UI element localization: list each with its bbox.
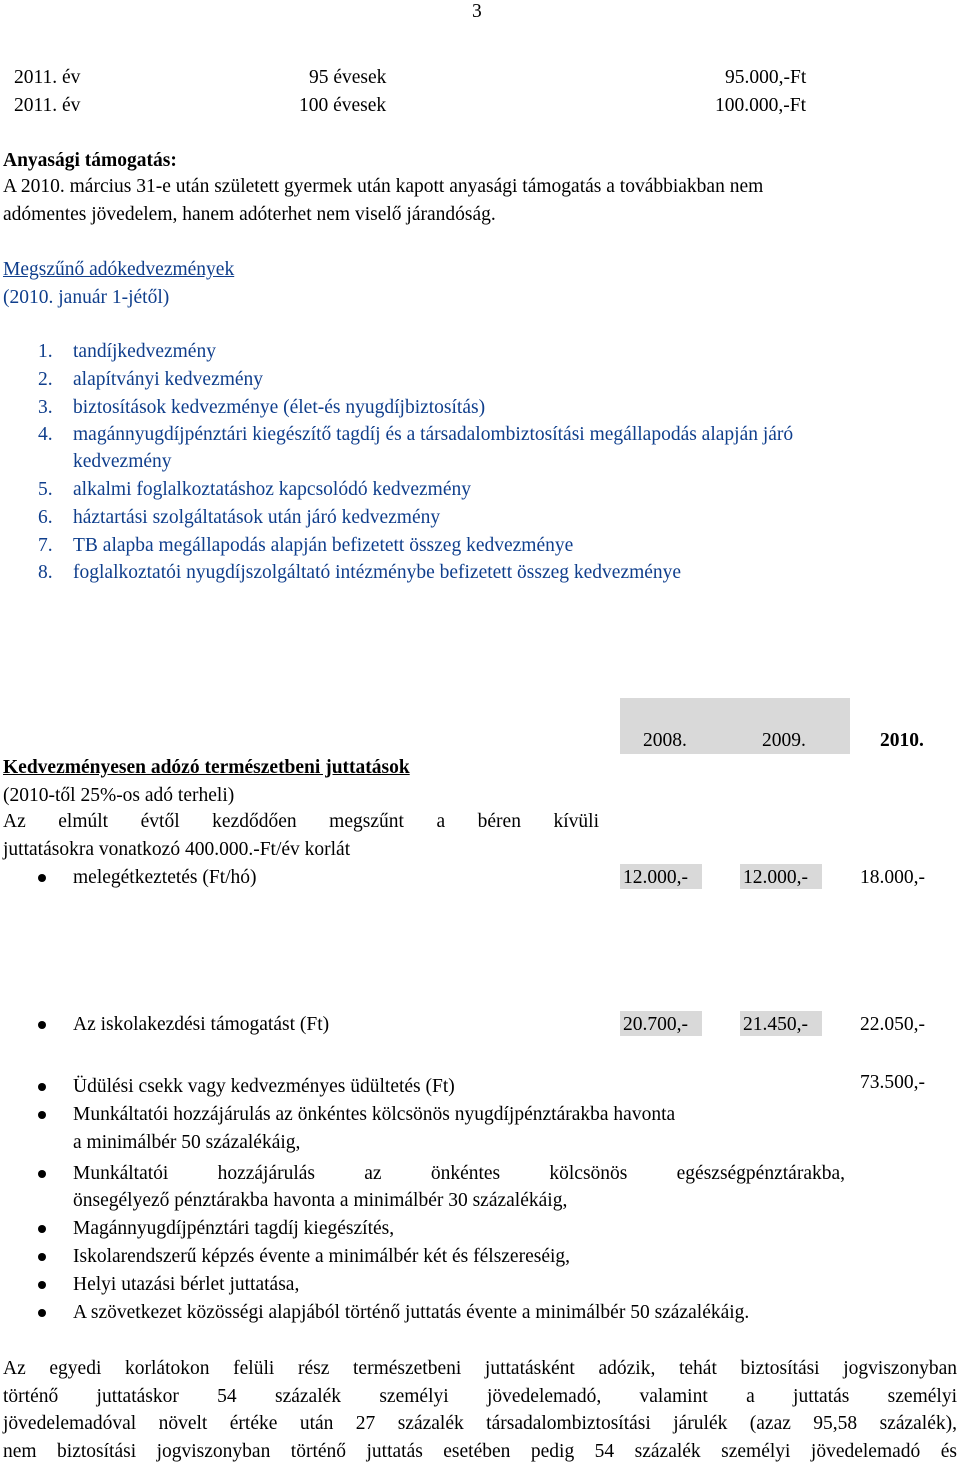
age-row-age: 100 évesek — [299, 95, 387, 116]
bullet-icon — [38, 874, 46, 882]
private-pension-text: Magánnyugdíjpénztári tagdíj kiegészítés, — [73, 1218, 395, 1239]
benefits-subheading: (2010-től 25%-os adó terheli) — [3, 785, 235, 806]
age-row-year: 2011. év — [14, 67, 81, 88]
local-pass-text: Helyi utazási bérlet juttatása, — [73, 1274, 300, 1295]
year-header-2008: 2008. — [643, 730, 687, 751]
bullet-icon — [38, 1309, 46, 1317]
list-item: alapítványi kedvezmény — [73, 369, 264, 390]
list-item: biztosítások kedvezménye (élet-és nyugdíjbiztosítás) — [73, 397, 486, 418]
list-item: háztartási szolgáltatások után járó kedvezmény — [73, 507, 441, 528]
list-item-number: 8. — [38, 562, 53, 583]
list-item-number: 6. — [38, 507, 53, 528]
list-item: TB alapba megállapodás alapján befizetett összeg kedvezménye — [73, 535, 574, 556]
benefits-description: juttatásokra vonatkozó 400.000.-Ft/év korlát — [3, 839, 351, 860]
bullet-icon — [38, 1281, 46, 1289]
list-item: alkalmi foglalkoztatáshoz kapcsolódó kedvezmény — [73, 479, 471, 500]
meal-2008-value: 12.000,- — [623, 867, 688, 888]
pension-fund-text: a minimálbér 50 százalékáig, — [73, 1132, 301, 1153]
year-header-2010: 2010. — [880, 730, 924, 751]
bullet-icon — [38, 1170, 46, 1178]
age-row-age: 95 évesek — [309, 67, 387, 88]
benefits-description: Az elmúlt évtől kezdődően megszűnt a béren kívüli — [3, 811, 599, 832]
health-fund-text: önsegélyező pénztárakba havonta a minimálbér 30 százalékáig, — [73, 1190, 568, 1211]
age-row-year: 2011. év — [14, 95, 81, 116]
list-item-number: 4. — [38, 424, 53, 445]
list-item: magánnyugdíjpénztári kiegészítő tagdíj és a társadalombiztosítási megállapodás alapján járó — [73, 424, 794, 445]
closing-line: nem biztosítási jogviszonyban történő juttatás esetében pedig 54 százalék személyi jövedelemadó és — [3, 1441, 957, 1462]
school-2008-value: 20.700,- — [623, 1014, 688, 1035]
school-2010-value: 22.050,- — [860, 1014, 925, 1035]
year-header-2009: 2009. — [762, 730, 806, 751]
school-2009-value: 21.450,- — [743, 1014, 808, 1035]
meal-2009-value: 12.000,- — [743, 867, 808, 888]
health-fund-text: Munkáltatói hozzájárulás az önkéntes kölcsönös egészségpénztárakba, — [73, 1163, 845, 1184]
list-item-continuation: kedvezmény — [73, 451, 172, 472]
list-item-number: 5. — [38, 479, 53, 500]
maternity-text-line: adómentes jövedelem, hanem adóterhet nem viselő járandóság. — [3, 204, 496, 225]
coop-text: A szövetkezet közösségi alapjából történő juttatás évente a minimálbér 50 százalékáig. — [73, 1302, 750, 1323]
discontinued-subheading: (2010. január 1-jétől) — [3, 287, 170, 308]
list-item-number: 3. — [38, 397, 53, 418]
bullet-icon — [38, 1021, 46, 1029]
closing-line: történő juttatáskor 54 százalék személyi jövedelemadó, valamint a juttatás személyi — [3, 1386, 957, 1407]
age-row-amount: 95.000,-Ft — [725, 67, 807, 88]
list-item: foglalkoztatói nyugdíjszolgáltató intézménybe befizetett összeg kedvezménye — [73, 562, 682, 583]
school-start-label: Az iskolakezdési támogatást (Ft) — [73, 1014, 330, 1035]
page-number: 3 — [472, 1, 482, 22]
maternity-heading: Anyasági támogatás: — [3, 150, 177, 171]
meal-2010-value: 18.000,- — [860, 867, 925, 888]
bullet-icon — [38, 1083, 46, 1091]
list-item-number: 7. — [38, 535, 53, 556]
age-row-amount: 100.000,-Ft — [715, 95, 807, 116]
school-system-text: Iskolarendszerű képzés évente a minimálbér két és félszereséig, — [73, 1246, 571, 1267]
bullet-icon — [38, 1225, 46, 1233]
maternity-text-line: A 2010. március 31-e után született gyermek után kapott anyasági támogatás a továbbiakban nem — [3, 176, 764, 197]
meal-label: melegétkeztetés (Ft/hó) — [73, 867, 257, 888]
pension-fund-text: Munkáltatói hozzájárulás az önkéntes kölcsönös nyugdíjpénztárakba havonta — [73, 1104, 676, 1125]
discontinued-heading: Megszűnő adókedvezmények — [3, 259, 235, 280]
benefits-heading: Kedvezményesen adózó természetbeni juttatások — [3, 757, 410, 778]
list-item-number: 1. — [38, 341, 53, 362]
holiday-label: Üdülési csekk vagy kedvezményes üdültetés (Ft) — [73, 1076, 455, 1097]
bullet-icon — [38, 1253, 46, 1261]
closing-line: jövedelemadóval növelt értéke után 27 százalék társadalombiztosítási járulék (azaz 95,58 százalék), — [3, 1413, 957, 1434]
list-item-number: 2. — [38, 369, 53, 390]
closing-line: Az egyedi korlátokon felüli rész természetbeni juttatásként adózik, tehát biztosítási jogviszonyban — [3, 1358, 957, 1379]
bullet-icon — [38, 1111, 46, 1119]
list-item: tandíjkedvezmény — [73, 341, 216, 362]
holiday-2010-value: 73.500,- — [860, 1072, 925, 1093]
